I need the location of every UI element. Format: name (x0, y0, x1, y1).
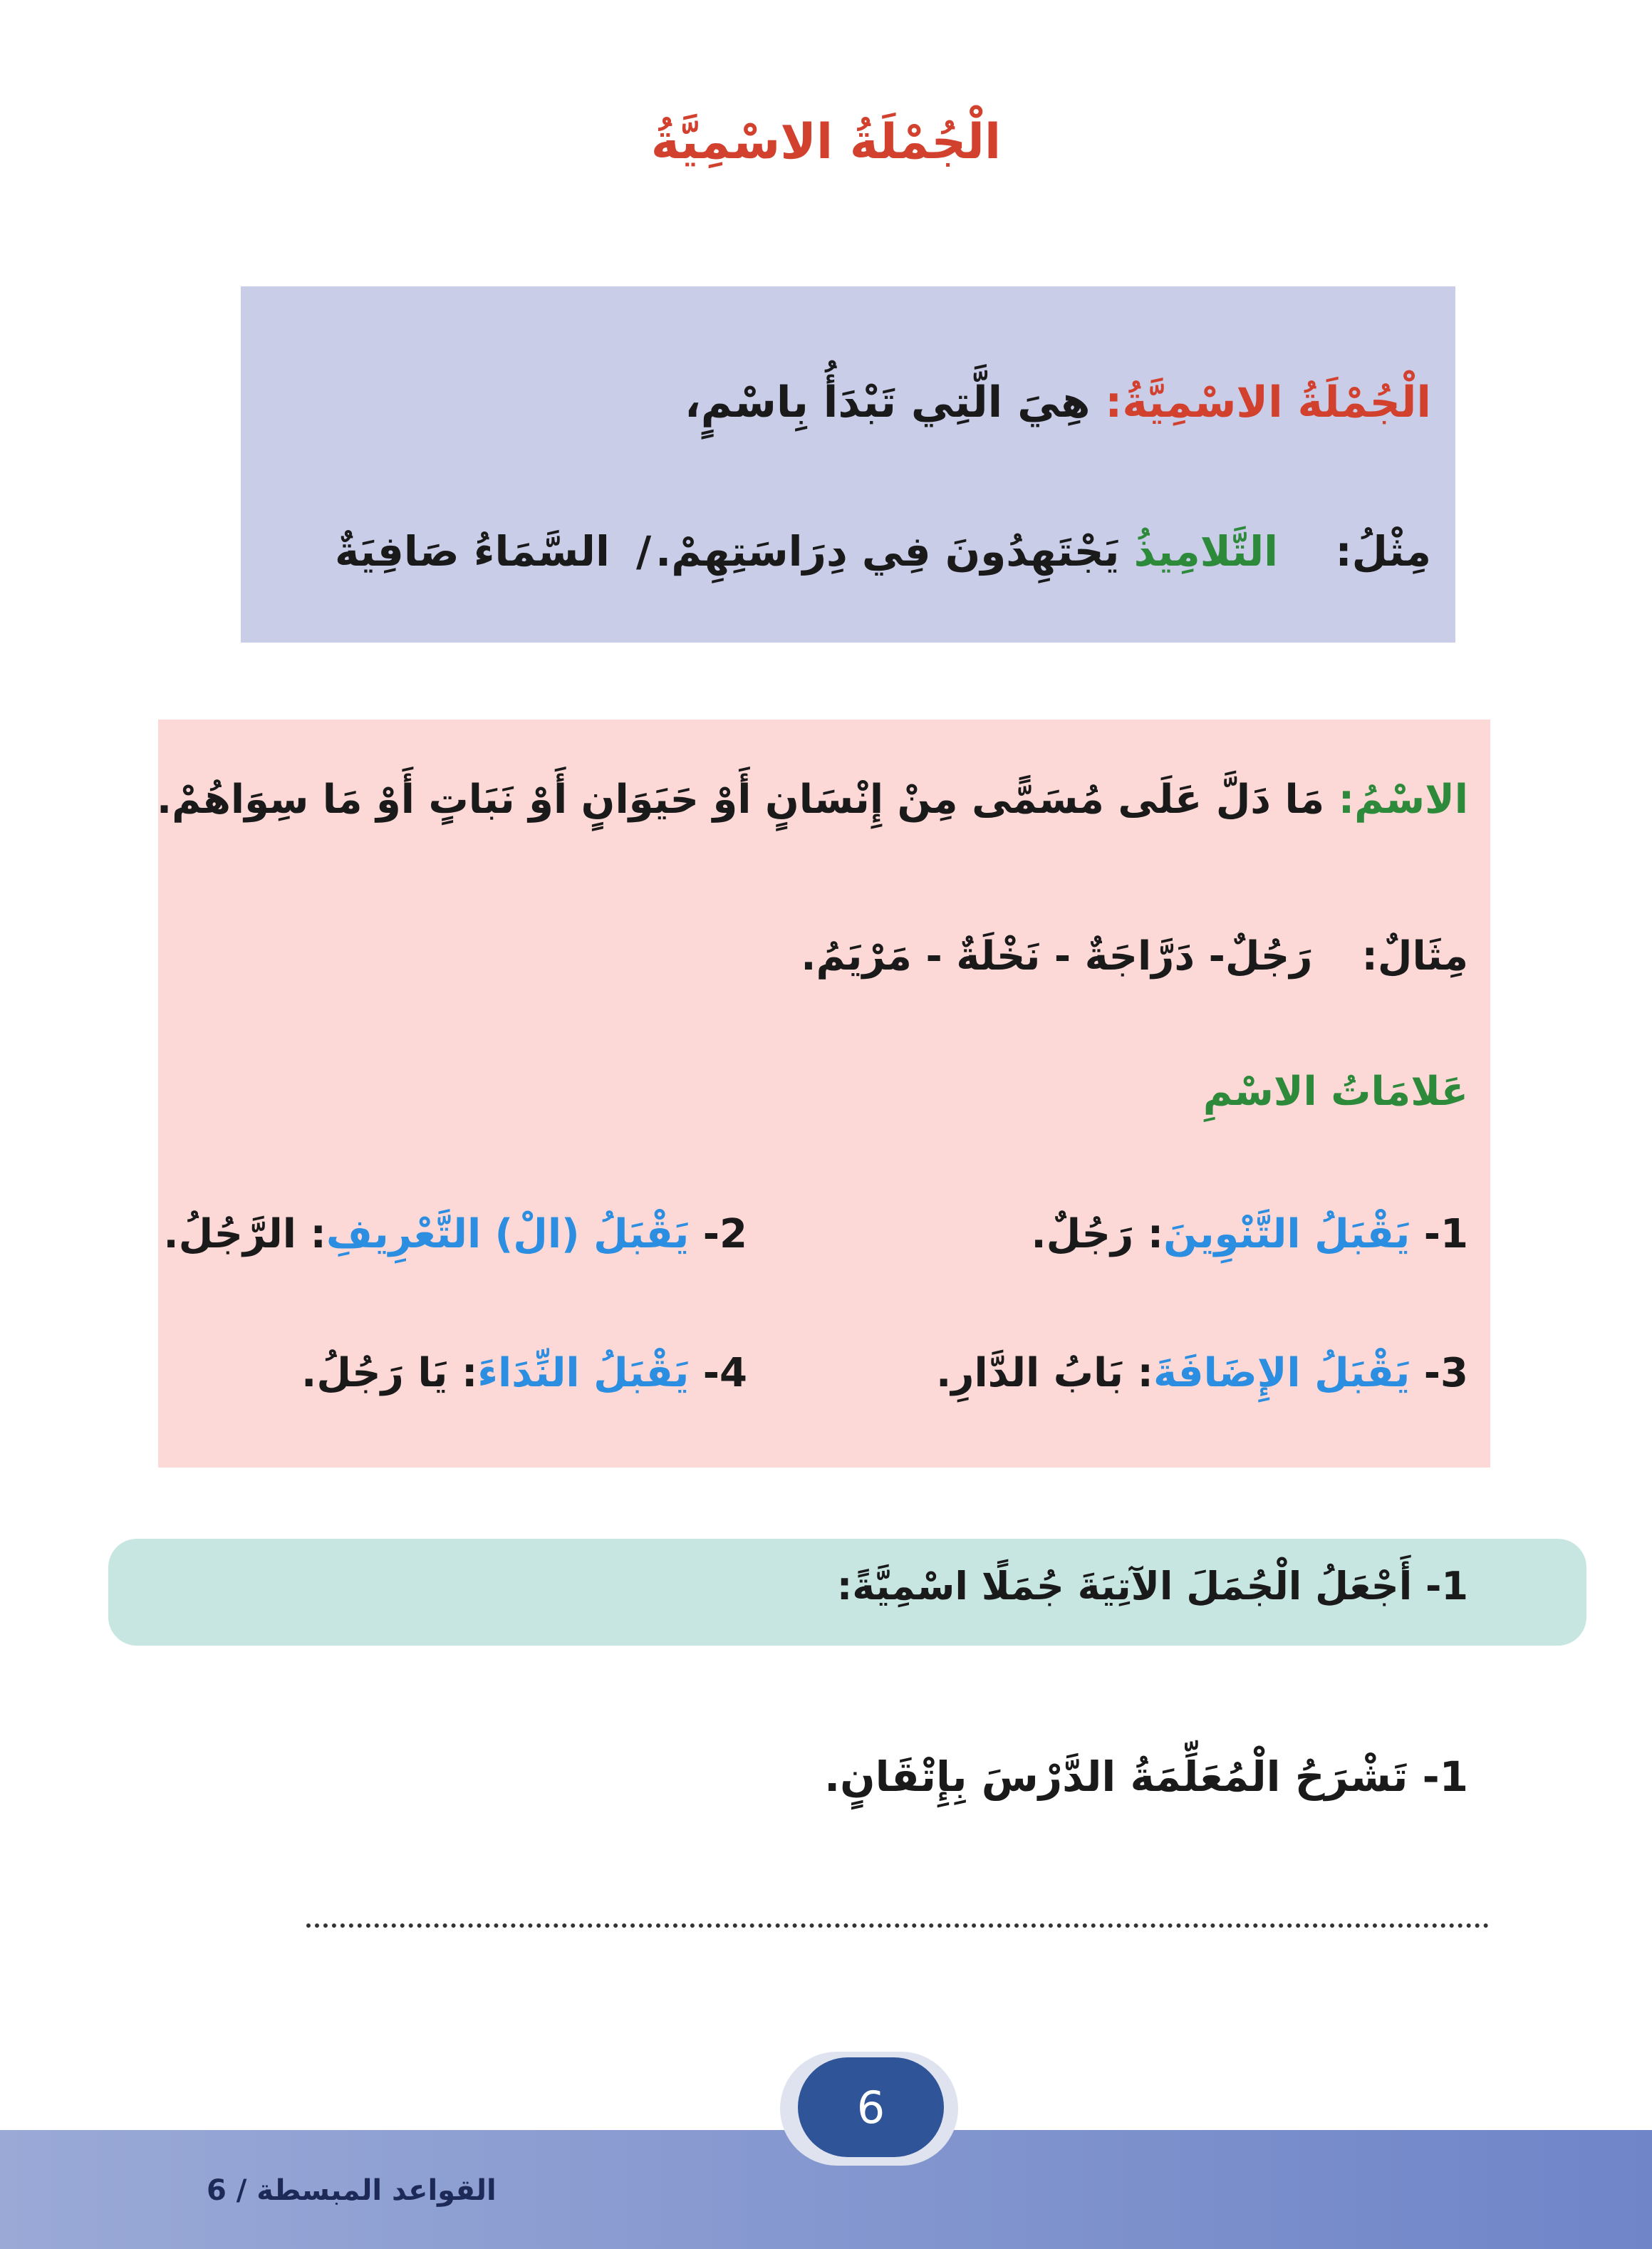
sign-example: : بَابُ الدَّارِ. (935, 1350, 1153, 1396)
noun-definition: مَا دَلَّ عَلَى مُسَمًّى مِنْ إِنْسَانٍ أَوْ حَيَوَانٍ أَوْ نَبَاتٍ أَوْ مَا سِوَاهُمْ. (156, 776, 1325, 823)
sign-number: 4- (689, 1350, 747, 1396)
sign-example: : يَا رَجُلُ. (301, 1350, 478, 1396)
example1-noun: التَّلامِيذُ (1133, 527, 1279, 576)
definition-box (241, 286, 1455, 643)
sign-item-2 (163, 1211, 747, 1257)
book-title: القواعد المبسطة / 6 (207, 2174, 497, 2207)
sign-label: يَقْبَلُ الإِضَافَةَ (1153, 1350, 1411, 1396)
sign-number: 2- (689, 1211, 747, 1257)
sign-number: 3- (1410, 1350, 1468, 1396)
definition-example-line (655, 527, 1431, 576)
definition-term: الْجُمْلَةُ الاسْمِيَّةُ (1122, 378, 1431, 427)
example1-rest: يَجْتَهِدُونَ فِي دِرَاسَتِهِمْ. (655, 527, 1120, 576)
sign-number: 1- (1410, 1211, 1468, 1257)
sign-label: يَقْبَلُ النِّدَاءَ (477, 1350, 690, 1396)
noun-example-line (801, 933, 1468, 980)
sign-label: يَقْبَلُ (الْ) التَّعْرِيفِ (326, 1211, 690, 1257)
noun-examples: رَجُلٌ- دَرَّاجَةٌ - نَخْلَةٌ - مَرْيَمُ. (801, 933, 1313, 980)
page-title: الْجُمْلَةُ الاسْمِيَّةُ (650, 114, 1002, 170)
noun-example-label: مِثَالٌ: (1361, 933, 1468, 980)
signs-heading: عَلامَاتُ الاسْمِ (1202, 1069, 1468, 1115)
exercise-instruction: 1- أَجْعَلُ الْجُمَلَ الآتِيَةَ جُمَلًا اسْمِيَّةً: (836, 1564, 1468, 1609)
definition-example2: السَّمَاءُ صَافِيَةٌ (335, 527, 610, 576)
sign-item-4 (301, 1350, 747, 1396)
definition-example-label: مِثْلُ: (1335, 527, 1431, 576)
sign-item-3 (936, 1350, 1468, 1396)
sign-label: يَقْبَلُ التَّنْوِينَ (1163, 1211, 1411, 1257)
definition-sep: : (1090, 378, 1123, 427)
page-number: 6 (798, 2057, 944, 2157)
definition-text: هِيَ الَّتِي تَبْدَأُ بِاسْمٍ، (685, 378, 1091, 427)
noun-term: الاسْمُ (1354, 776, 1468, 823)
noun-sep: : (1324, 776, 1355, 823)
answer-line[interactable] (306, 1923, 1489, 1928)
sign-example: : رَجُلٌ. (1031, 1211, 1164, 1257)
exercise-item-1: 1- تَشْرَحُ الْمُعَلِّمَةُ الدَّرْسَ بِإِتْقَانٍ. (824, 1752, 1468, 1801)
sign-example: : الرَّجُلُ. (163, 1211, 326, 1257)
noun-definition-line (157, 776, 1468, 823)
definition-slash: / (636, 527, 652, 576)
sign-item-1 (1031, 1211, 1468, 1257)
definition-line (685, 378, 1431, 427)
